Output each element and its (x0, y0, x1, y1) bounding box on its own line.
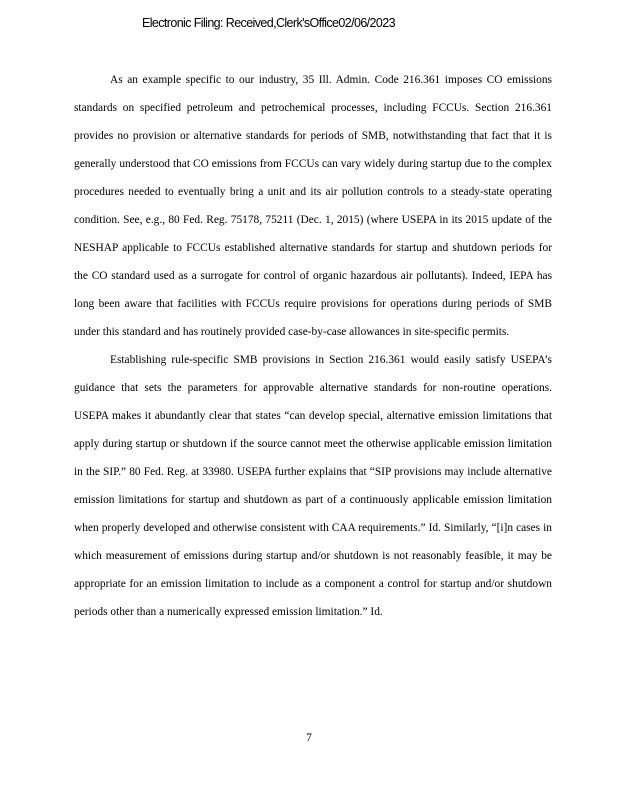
document-body (74, 66, 552, 626)
paragraph-usepa-guidance: Establishing rule-specific SMB provisions in Section 216.361 would easily satisfy USEPA’s guidance that sets the parameters for approvable alternative standards for non-routine operations. USEPA makes it abundantly clear that states “can develop special, alternative emission limitations that apply during startup or shutdown if the source cannot meet the otherwise applicable emission limitation in the SIP.” 80 Fed. Reg. at 33980. USEPA further explains that “SIP provisions may include alternative emission limitations for startup and shutdown as part of a continuously applicable emission limitation when properly developed and otherwise consistent with CAA requirements.” Id. Similarly, “[i]n cases in which measurement of emissions during startup and/or shutdown is not reasonably feasible, it may be appropriate for an emission limitation to include as a component a control for startup and/or shutdown periods other than a numerically expressed emission limitation.” Id. (74, 354, 552, 618)
page-number: 7 (306, 732, 312, 744)
electronic-filing-stamp: Electronic Filing: Received,Clerk'sOffice02/06/2023 (142, 16, 395, 30)
paragraph-ccu-co-standards: As an example specific to our industry, 35 Ill. Admin. Code 216.361 imposes CO emissions standards on specified petroleum and petrochemical processes, including FCCUs. Section 216.361 provides no provision or alternative standards for periods of SMB, notwithstanding that fact that it is generally understood that CO emissions from FCCUs can vary widely during startup due to the complex procedures needed to eventually bring a unit and its air pollution controls to a steady-state operating condition. See, e.g., 80 Fed. Reg. 75178, 75211 (Dec. 1, 2015) (where USEPA in its 2015 update of the NESHAP applicable to FCCUs established alternative standards for startup and shutdown periods for the CO standard used as a surrogate for control of organic hazardous air pollutants). Indeed, IEPA has long been aware that facilities with FCCUs require provisions for operations during periods of SMB under this standard and has routinely provided case-by-case allowances in site-specific permits. (74, 74, 552, 338)
